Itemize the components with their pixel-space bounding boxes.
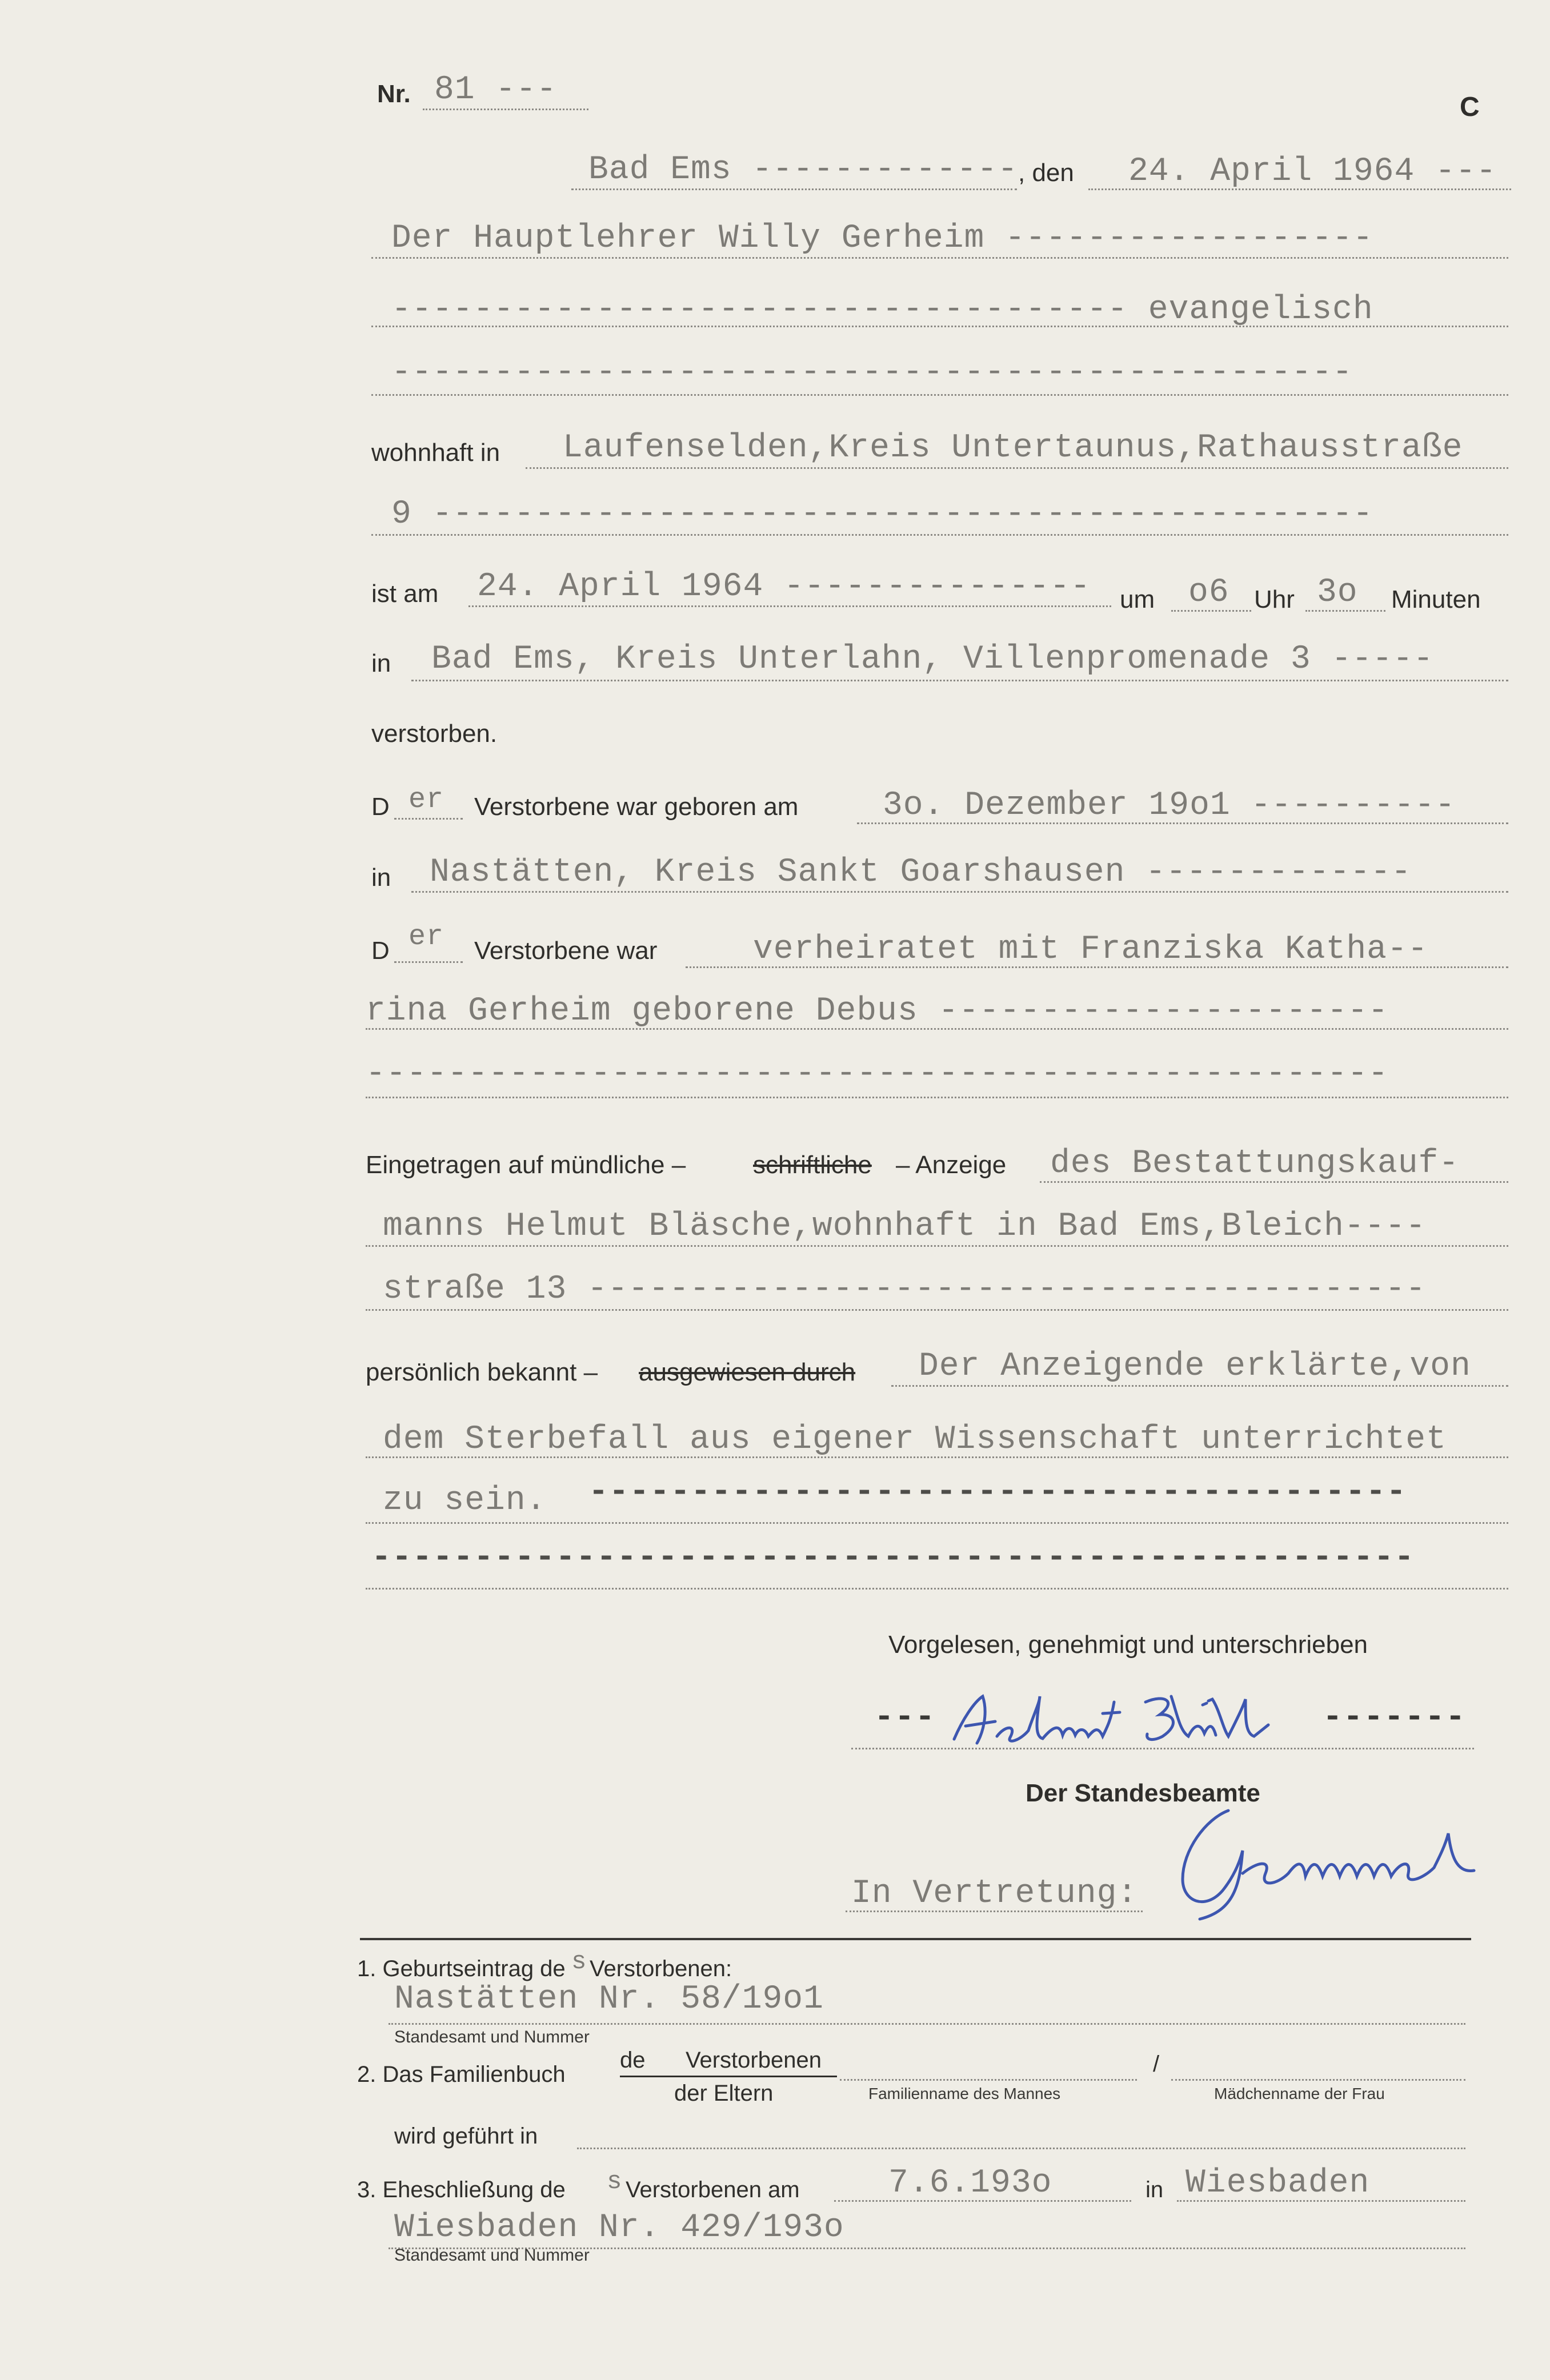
birth-place: Nastätten, Kreis Sankt Goarshausen -------------: [430, 854, 1412, 891]
ist-am-label: ist am: [371, 580, 439, 608]
marriage-date: 7.6.193o: [888, 2165, 1052, 2202]
birth-in-label: in: [371, 864, 391, 892]
family-book-de: de: [620, 2048, 646, 2073]
den-label: , den: [1018, 159, 1074, 187]
marital-label: Verstorbene war: [474, 937, 658, 965]
nr-label: Nr.: [377, 80, 411, 108]
um-label: um: [1120, 585, 1155, 613]
minuten-label: Minuten: [1391, 585, 1481, 613]
birth-date: 3o. Dezember 19o1 ----------: [883, 787, 1456, 824]
nr-dotline: [423, 109, 588, 110]
nr-value: 81 ---: [434, 71, 557, 109]
identity-line1: Der Anzeigende erklärte,von: [919, 1348, 1471, 1385]
birth-entry-label2: Verstorbenen:: [590, 1956, 732, 1981]
caption-husband-surname: Familienname des Mannes: [868, 2085, 1061, 2102]
marital-line2: rina Gerheim geborene Debus ----------------------: [366, 993, 1389, 1030]
official-signature: [1148, 1788, 1491, 1925]
official-label: Der Standesbeamte: [1026, 1779, 1260, 1807]
uhr-label: Uhr: [1254, 585, 1295, 613]
identity-line3b: ----------------------------------------: [588, 1474, 1407, 1511]
residence-line2: 9 ----------------------------------------------: [391, 496, 1373, 533]
corner-mark: C: [1460, 92, 1480, 122]
birth-er-suffix: er: [408, 784, 444, 816]
birth-entry-label: 1. Geburtseintrag de: [357, 1956, 566, 1981]
birth-label: Verstorbene war geboren am: [474, 793, 799, 821]
marriage-label2: Verstorbenen am: [626, 2177, 800, 2202]
marriage-s: s: [607, 2168, 623, 2196]
marriage-label: 3. Eheschließung de: [357, 2177, 566, 2202]
registration-line2: manns Helmut Bläsche,wohnhaft in Bad Ems,Bleich----: [383, 1208, 1427, 1245]
declarant-line2: ------------------------------------ evangelisch: [391, 291, 1373, 328]
read-approved-text: Vorgelesen, genehmigt und unterschrieben: [888, 1631, 1368, 1659]
birth-entry-s: s: [571, 1948, 587, 1976]
birth-entry-value: Nastätten Nr. 58/19o1: [394, 1981, 824, 2018]
marital-er-suffix: er: [408, 921, 444, 953]
family-book-verstorbenen: Verstorbenen: [686, 2048, 822, 2073]
header-date: 24. April 1964 ---: [1128, 153, 1497, 190]
registration-label-a: Eingetragen auf mündliche –: [366, 1151, 686, 1179]
family-book-slash: /: [1153, 2052, 1160, 2077]
death-hour: o6: [1188, 574, 1229, 611]
residence-line1: Laufenselden,Kreis Untertaunus,Rathausstraße: [563, 430, 1463, 467]
footer-divider: [360, 1938, 1471, 1940]
family-book-wird-label: wird geführt in: [394, 2124, 538, 2149]
declarant-line3: -----------------------------------------------: [391, 354, 1353, 391]
sig-dashes-right: -------: [1323, 1699, 1466, 1736]
registration-line1: des Bestattungskauf-: [1050, 1145, 1460, 1182]
registration-label-struck: schriftliche: [753, 1151, 872, 1179]
declarant-line1: Der Hauptlehrer Willy Gerheim ------------------: [391, 220, 1373, 257]
vertretung-label: In Vertretung:: [851, 1875, 1138, 1912]
registration-label-b: – Anzeige: [896, 1151, 1007, 1179]
marriage-register-value: Wiesbaden Nr. 429/193o: [394, 2209, 844, 2246]
verstorben-label: verstorben.: [371, 720, 498, 748]
header-place: Bad Ems -------------: [588, 151, 1018, 188]
identity-label-a: persönlich bekannt –: [366, 1358, 598, 1386]
identity-line3a: zu sein.: [383, 1482, 547, 1519]
residence-label: wohnhaft in: [371, 439, 500, 467]
death-date: 24. April 1964 ---------------: [477, 568, 1091, 605]
caption-wife-maiden-name: Mädchenname der Frau: [1214, 2085, 1385, 2102]
family-book-label: 2. Das Familienbuch: [357, 2062, 566, 2087]
marriage-place: Wiesbaden: [1185, 2165, 1370, 2202]
marriage-register-caption: Standesamt und Nummer: [394, 2246, 590, 2265]
death-place: Bad Ems, Kreis Unterlahn, Villenpromenade 3 -----: [431, 641, 1434, 678]
death-in-label: in: [371, 649, 391, 677]
marital-d-label: D: [371, 937, 390, 965]
identity-label-struck: ausgewiesen durch: [639, 1358, 856, 1386]
identity-line2: dem Sterbefall aus eigener Wissenschaft unterrichtet: [383, 1421, 1447, 1458]
identity-line4: ---------------------------------------------------: [371, 1539, 1415, 1576]
family-book-eltern: der Eltern: [674, 2081, 774, 2106]
informant-signature: [948, 1679, 1291, 1759]
death-minutes: 3o: [1317, 574, 1358, 611]
marital-line3: --------------------------------------------------: [366, 1055, 1389, 1093]
registration-line3: straße 13 -----------------------------------------: [383, 1271, 1427, 1308]
sig-dashes-left: ---: [874, 1699, 936, 1736]
birth-entry-caption: Standesamt und Nummer: [394, 2028, 590, 2046]
birth-d-label: D: [371, 793, 390, 821]
marital-line1: verheiratet mit Franziska Katha--: [753, 931, 1428, 968]
marriage-in-label: in: [1146, 2177, 1164, 2202]
